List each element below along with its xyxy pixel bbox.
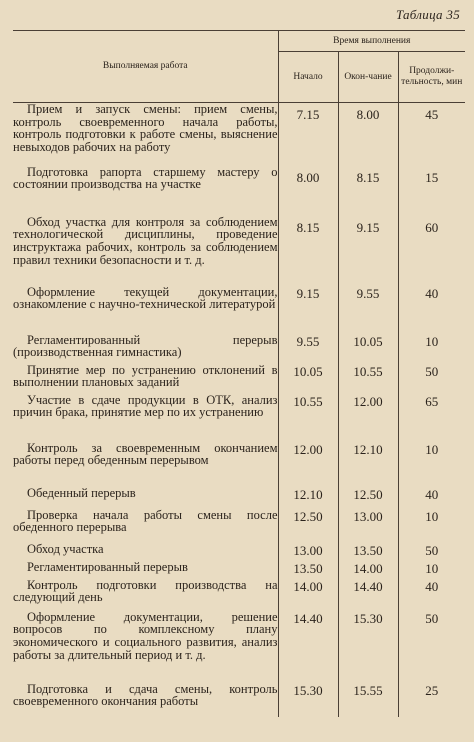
duration-cell: 50: [425, 363, 439, 379]
end-cell: 12.10: [338, 442, 398, 487]
table-row: [13, 394, 465, 442]
start-cell: 14.40: [278, 611, 338, 683]
table-row: [13, 364, 465, 394]
start-cell: 10.05: [278, 364, 338, 394]
schedule-table: [13, 30, 465, 717]
end-cell: 14.00: [338, 561, 398, 579]
table-row: [13, 683, 465, 717]
end-cell: 15.30: [338, 611, 398, 683]
work-cell: Обход участка: [13, 543, 278, 561]
work-cell: Подготовка рапорта старшему мастеру о состоянии производства на участке: [13, 166, 278, 216]
duration-cell: 40: [425, 285, 439, 301]
start-cell: 12.00: [278, 442, 338, 487]
start-cell: 15.30: [278, 683, 338, 717]
start-cell: 13.00: [278, 543, 338, 561]
table-row: [13, 543, 465, 561]
work-cell: Принятие мер по устранению отклонений в выполнении плановых заданий: [13, 364, 278, 394]
table-row: [13, 166, 465, 216]
duration-cell: 60: [425, 219, 439, 235]
end-cell: 10.05: [338, 334, 398, 364]
end-cell: 14.40: [338, 579, 398, 611]
end-cell: 10.55: [338, 364, 398, 394]
work-cell: Прием и запуск смены: прием смены, контроль своевременного начала работы, контроль подготовки к работе смены, выяснение невыходов рабочих на работу: [13, 103, 278, 166]
start-cell: 8.15: [278, 216, 338, 286]
end-cell: 15.55: [338, 683, 398, 717]
end-cell: 12.50: [338, 487, 398, 509]
work-cell: Оформление документации, решение вопросов по комплексному плану экономического и социального развития, анализ работы за длительный период и т. д.: [13, 611, 278, 683]
end-cell: 8.15: [338, 166, 398, 216]
duration-cell: 40: [425, 486, 439, 502]
table-row: [13, 611, 465, 683]
duration-cell: 15: [425, 169, 439, 185]
table-row: [13, 216, 465, 286]
duration-cell: 50: [425, 542, 439, 558]
work-cell: Регламентированный перерыв: [13, 561, 278, 579]
duration-cell: 10: [425, 333, 439, 349]
duration-cell: 10: [425, 441, 439, 457]
duration-cell: 10: [425, 508, 439, 524]
header-start: Начало: [278, 52, 338, 103]
table-row: [13, 509, 465, 543]
work-cell: Обеденный перерыв: [13, 487, 278, 509]
work-cell: Проверка начала работы смены после обеденного перерыва: [13, 509, 278, 543]
end-cell: 13.00: [338, 509, 398, 543]
header-time-group: Время выполнения: [278, 31, 465, 52]
work-cell: Обход участка для контроля за соблюдением технологической дисциплины, проведение инструктажа рабочих, контроль за соблюдением правил техники безопасности и т. д.: [13, 216, 278, 286]
duration-cell: 50: [425, 610, 439, 626]
start-cell: 10.55: [278, 394, 338, 442]
table-row: [13, 579, 465, 611]
work-cell: Оформление текущей документации, ознакомление с научно-технической литературой: [13, 286, 278, 334]
end-cell: 9.55: [338, 286, 398, 334]
duration-cell: 10: [425, 560, 439, 576]
start-cell: 13.50: [278, 561, 338, 579]
work-cell: Контроль подготовки производства на следующий день: [13, 579, 278, 611]
table-caption: Таблица 35: [395, 7, 460, 22]
table-row: [13, 103, 465, 166]
start-cell: 9.15: [278, 286, 338, 334]
duration-cell: 45: [425, 107, 439, 122]
work-cell: Контроль за своевременным окончанием работы перед обеденным перерывом: [13, 442, 278, 487]
table-row: [13, 334, 465, 364]
start-cell: 14.00: [278, 579, 338, 611]
work-cell: Подготовка и сдача смены, контроль своевременного окончания работы: [13, 683, 278, 717]
start-cell: 8.00: [278, 166, 338, 216]
end-cell: 8.00: [338, 103, 398, 166]
table-row: [13, 561, 465, 579]
start-cell: 9.55: [278, 334, 338, 364]
end-cell: 9.15: [338, 216, 398, 286]
start-cell: 12.10: [278, 487, 338, 509]
work-cell: Участие в сдаче продукции в ОТК, анализ причин брака, принятие мер по их устранению: [13, 394, 278, 442]
duration-cell: 65: [425, 393, 439, 409]
header-end: Окон-чание: [338, 52, 398, 103]
start-cell: 7.15: [278, 103, 338, 166]
duration-cell: 40: [425, 578, 439, 594]
work-cell: Регламентированный перерыв (производственная гимнастика): [13, 334, 278, 364]
table-row: [13, 442, 465, 487]
header-work: Выполняемая работа: [13, 31, 278, 103]
table-row: [13, 487, 465, 509]
table-row: [13, 286, 465, 334]
duration-cell: 25: [425, 682, 439, 698]
start-cell: 12.50: [278, 509, 338, 543]
end-cell: 12.00: [338, 394, 398, 442]
end-cell: 13.50: [338, 543, 398, 561]
header-duration: Продолжи-тельность, мин: [398, 52, 465, 103]
